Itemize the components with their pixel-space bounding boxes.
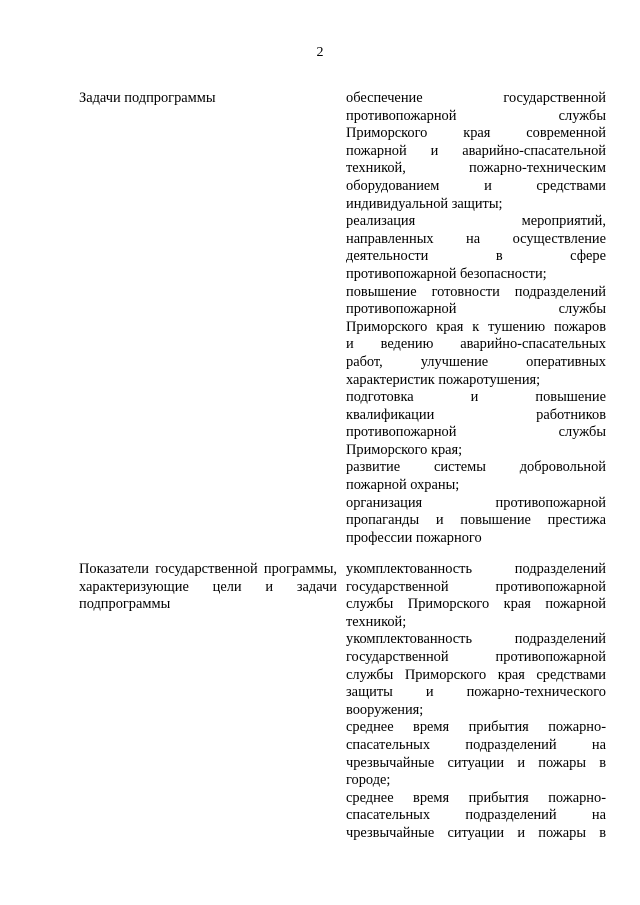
content-line: работ, улучшение оперативных — [346, 353, 606, 370]
content-line: и ведению аварийно-спасательных — [346, 336, 606, 353]
content-line: городе; — [346, 772, 391, 789]
content-line: организация противопожарной — [346, 494, 606, 511]
row-label-tasks: Задачи подпрограммы — [79, 90, 216, 106]
content-line: Приморского края; — [346, 441, 463, 458]
content-line: государственной противопожарной — [346, 648, 606, 665]
content-line: профессии пожарного — [346, 529, 482, 546]
content-line: чрезвычайные ситуации и пожары в — [346, 824, 606, 841]
content-line: квалификации работников — [346, 406, 606, 423]
content-line: противопожарной службы — [346, 424, 606, 441]
content-line: направленных на осуществление — [346, 230, 606, 247]
content-line: противопожарной безопасности; — [346, 265, 547, 282]
content-line: обеспечение государственной — [346, 90, 606, 106]
content-line: среднее время прибытия пожарно- — [346, 719, 606, 736]
content-line: Приморского края к тушению пожаров — [346, 318, 606, 335]
row-content-indicators — [346, 561, 606, 843]
content-line: пожарной охраны; — [346, 477, 460, 494]
content-line: техникой, пожарно-техническим — [346, 160, 606, 177]
content-line: чрезвычайные ситуации и пожары в — [346, 754, 606, 771]
content-line: противопожарной службы — [346, 301, 606, 318]
content-line: среднее время прибытия пожарно- — [346, 789, 606, 806]
content-line: повышение готовности подразделений — [346, 283, 606, 300]
content-line: спасательных подразделений на — [346, 807, 606, 824]
page-number: 2 — [316, 45, 324, 60]
content-line: службы Приморского края средствами — [346, 666, 606, 683]
row-label-indicators: Показатели государственной программы, характеризующие цели и задачи подпрограммы — [79, 561, 337, 613]
content-line: противопожарной службы — [346, 107, 606, 124]
content-line: укомплектованность подразделений — [346, 561, 606, 577]
content-line: техникой; — [346, 613, 407, 630]
content-line: оборудованием и средствами — [346, 177, 606, 194]
content-line: Приморского края современной — [346, 125, 606, 142]
row-content-tasks — [346, 90, 606, 547]
content-line: пропаганды и повышение престижа — [346, 512, 606, 529]
content-line: характеристик пожаротушения; — [346, 371, 541, 388]
content-line: спасательных подразделений на — [346, 736, 606, 753]
content-line: реализация мероприятий, — [346, 213, 606, 230]
content-line: подготовка и повышение — [346, 389, 606, 406]
content-line: развитие системы добровольной — [346, 459, 606, 476]
content-line: государственной противопожарной — [346, 578, 606, 595]
content-line: защиты и пожарно-технического — [346, 684, 606, 701]
content-line: вооружения; — [346, 701, 424, 718]
content-line: пожарной и аварийно-спасательной — [346, 142, 606, 159]
content-line: укомплектованность подразделений — [346, 631, 606, 648]
content-line: службы Приморского края пожарной — [346, 596, 606, 613]
content-line: индивидуальной защиты; — [346, 195, 503, 212]
content-line: деятельности в сфере — [346, 248, 606, 265]
